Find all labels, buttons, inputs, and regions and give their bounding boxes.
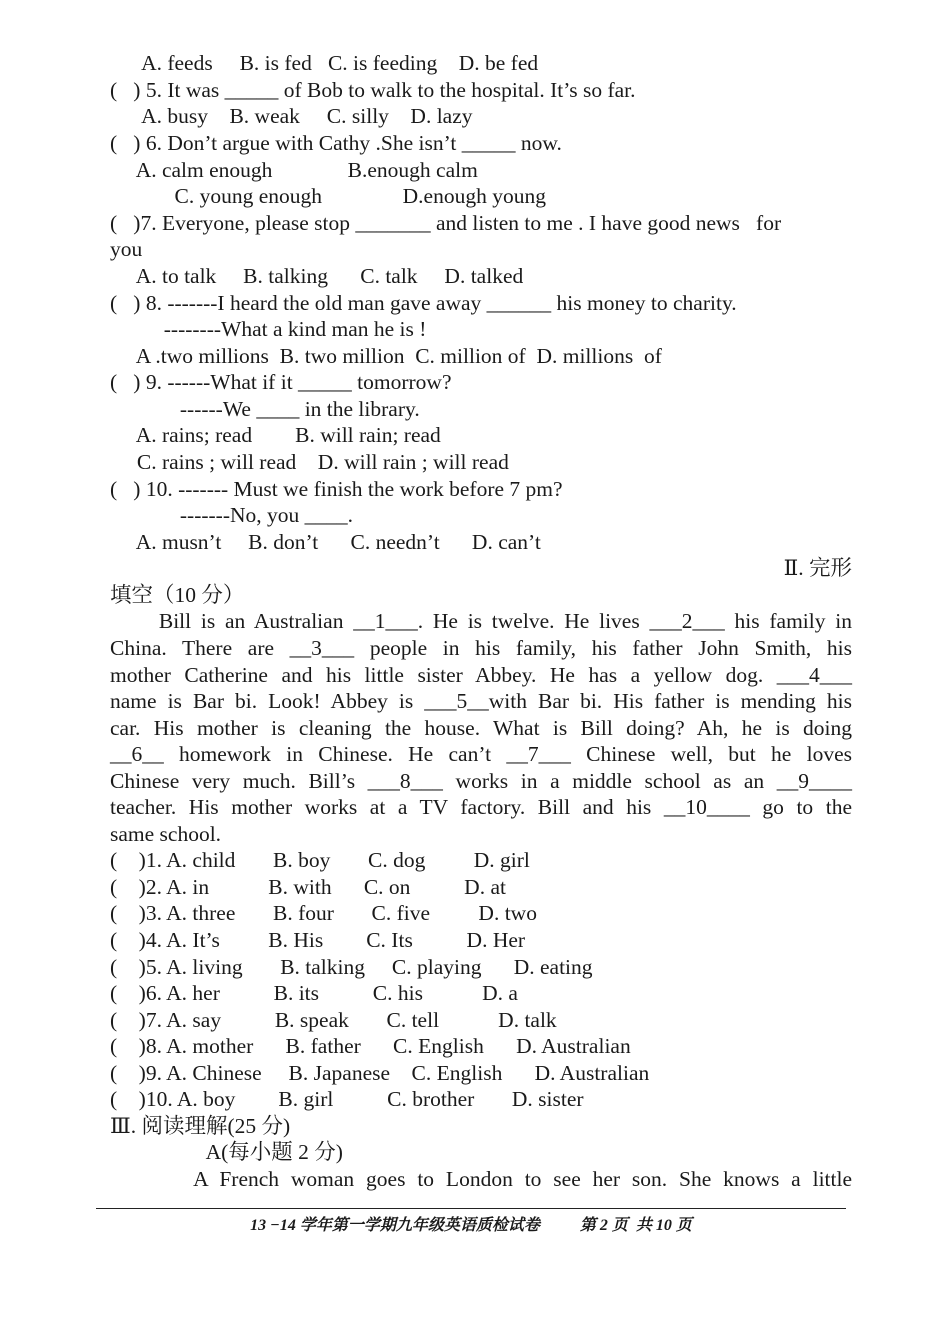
cloze-passage-line: __6__ homework in Chinese. He can’t __7___ Chinese well, but he loves [110, 742, 852, 766]
cloze-q4: ( )4. A. It’s B. His C. Its D. Her [110, 928, 526, 952]
q5-options: A. busy B. weak C. silly D. lazy [110, 104, 473, 128]
q6-stem: ( ) 6. Don’t argue with Cathy .She isn’t _____ now. [110, 131, 562, 155]
page-footer: 13 −14 学年第一学期九年级英语质检试卷 第 2 页 共 10 页 [250, 1217, 692, 1234]
cloze-q3: ( )3. A. three B. four C. five D. two [110, 901, 537, 925]
section-2-heading: Ⅱ. 完形 [783, 556, 852, 580]
q10-reply: -------No, you ____. [110, 503, 354, 527]
cloze-q2: ( )2. A. in B. with C. on D. at [110, 875, 506, 899]
cloze-q1: ( )1. A. child B. boy C. dog D. girl [110, 848, 530, 872]
cloze-q6: ( )6. A. her B. its C. his D. a [110, 981, 518, 1005]
section-2-heading-cont: 填空（10 分） [110, 583, 245, 607]
q9-options-ab: A. rains; read B. will rain; read [110, 423, 441, 447]
q7-stem: ( )7. Everyone, please stop _______ and listen to me . I have good news for [110, 211, 782, 235]
cloze-q10: ( )10. A. boy B. girl C. brother D. sister [110, 1087, 584, 1111]
q9-stem: ( ) 9. ------What if it _____ tomorrow? [110, 370, 452, 394]
cloze-passage-line: Bill is an Australian __1___. He is twelve. He lives ___2___ his family in [110, 609, 852, 633]
q5-stem: ( ) 5. It was _____ of Bob to walk to the hospital. It’s so far. [110, 78, 636, 102]
cloze-passage-line: name is Bar bi. Look! Abbey is ___5__with Bar bi. His father is mending his [110, 689, 852, 713]
q6-options-ab: A. calm enough B.enough calm [110, 158, 478, 182]
cloze-passage-line: mother Catherine and his little sister Abbey. He has a yellow dog. ___4___ [110, 663, 852, 687]
footer-divider [96, 1208, 846, 1209]
q7-stem-cont: you [110, 237, 143, 261]
q9-reply: ------We ____ in the library. [110, 397, 420, 421]
q4-options: A. feeds B. is fed C. is feeding D. be fed [110, 51, 539, 75]
q7-options: A. to talk B. talking C. talk D. talked [110, 264, 524, 288]
reading-passage-line: A French woman goes to London to see her son. She knows a little [110, 1167, 853, 1191]
cloze-passage-line: Chinese very much. Bill’s ___8___ works in a middle school as an __9____ [110, 769, 852, 793]
cloze-q5: ( )5. A. living B. talking C. playing D. eating [110, 955, 593, 979]
q6-options-cd: C. young enough D.enough young [110, 184, 546, 208]
q8-stem: ( ) 8. -------I heard the old man gave away ______ his money to charity. [110, 291, 737, 315]
passage-a-heading: A(每小题 2 分) [110, 1140, 343, 1164]
cloze-q9: ( )9. A. Chinese B. Japanese C. English D. Australian [110, 1061, 650, 1085]
cloze-passage-line: car. His mother is cleaning the house. What is Bill doing? Ah, he is doing [110, 716, 852, 740]
section-3-heading: Ⅲ. 阅读理解(25 分) [110, 1114, 291, 1138]
cloze-q7: ( )7. A. say B. speak C. tell D. talk [110, 1008, 557, 1032]
q8-reply: --------What a kind man he is ! [110, 317, 427, 341]
cloze-passage-line: same school. [110, 822, 222, 846]
q10-options: A. musn’t B. don’t C. needn’t D. can’t [110, 530, 541, 554]
cloze-passage-line: China. There are __3___ people in his family, his father John Smith, his [110, 636, 852, 660]
q10-stem: ( ) 10. ------- Must we finish the work before 7 pm? [110, 477, 563, 501]
cloze-passage-line: teacher. His mother works at a TV factory. Bill and his __10____ go to the [110, 795, 852, 819]
q9-options-cd: C. rains ; will read D. will rain ; will read [110, 450, 509, 474]
q8-options: A .two millions B. two million C. million of D. millions of [110, 344, 662, 368]
cloze-q8: ( )8. A. mother B. father C. English D. Australian [110, 1034, 631, 1058]
